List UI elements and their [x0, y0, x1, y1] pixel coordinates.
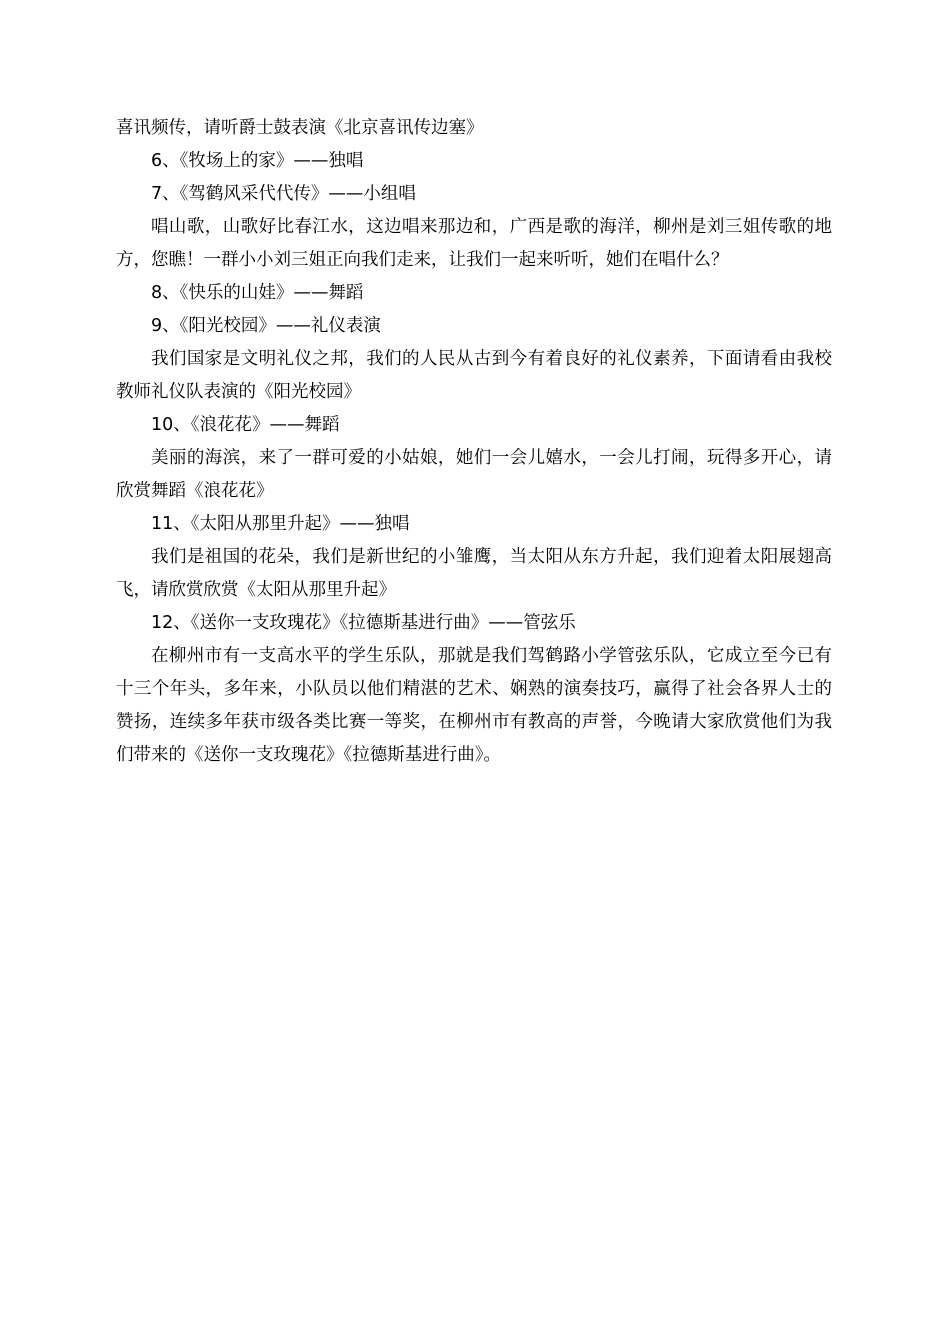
- paragraph-1: 喜讯频传，请听爵士鼓表演《北京喜讯传边塞》: [116, 118, 484, 138]
- program-item-9: 9、《阳光校园》——礼仪表演: [151, 316, 381, 336]
- document-body: [116, 112, 832, 772]
- paragraph-intro-9: 我们国家是文明礼仪之邦，我们的人民从古到今有着良好的礼仪素养，下面请看由我校教师礼仪队表演的《阳光校园》: [116, 349, 832, 402]
- paragraph-intro-7: 唱山歌，山歌好比春江水，这边唱来那边和，广西是歌的海洋，柳州是刘三姐传歌的地方，您瞧！一群小小刘三姐正向我们走来，让我们一起来听听，她们在唱什么？: [116, 217, 832, 270]
- program-item-8: 8、《快乐的山娃》——舞蹈: [151, 283, 364, 303]
- paragraph-intro-12: 在柳州市有一支高水平的学生乐队，那就是我们驾鹤路小学管弦乐队，它成立至今已有十三个年头，多年来，小队员以他们精湛的艺术、娴熟的演奏技巧，赢得了社会各界人士的赞扬，连续多年获市级各类比赛一等奖，在柳州市有教高的声誉，今晚请大家欣赏他们为我们带来的《送你一支玫瑰花》《拉德斯基进行曲》。: [116, 646, 832, 765]
- program-item-10: 10、《浪花花》——舞蹈: [151, 415, 340, 435]
- paragraph-intro-11: 我们是祖国的花朵，我们是新世纪的小雏鹰，当太阳从东方升起，我们迎着太阳展翅高飞，请欣赏欣赏《太阳从那里升起》: [116, 547, 832, 600]
- program-item-12: 12、《送你一支玫瑰花》《拉德斯基进行曲》——管弦乐: [151, 613, 576, 633]
- program-item-11: 11、《太阳从那里升起》——独唱: [151, 514, 410, 534]
- program-item-6: 6、《牧场上的家》——独唱: [151, 151, 364, 171]
- program-item-7: 7、《驾鹤风采代代传》——小组唱: [151, 184, 416, 204]
- paragraph-intro-10: 美丽的海滨，来了一群可爱的小姑娘，她们一会儿嬉水，一会儿打闹，玩得多开心，请欣赏舞蹈《浪花花》: [116, 448, 832, 501]
